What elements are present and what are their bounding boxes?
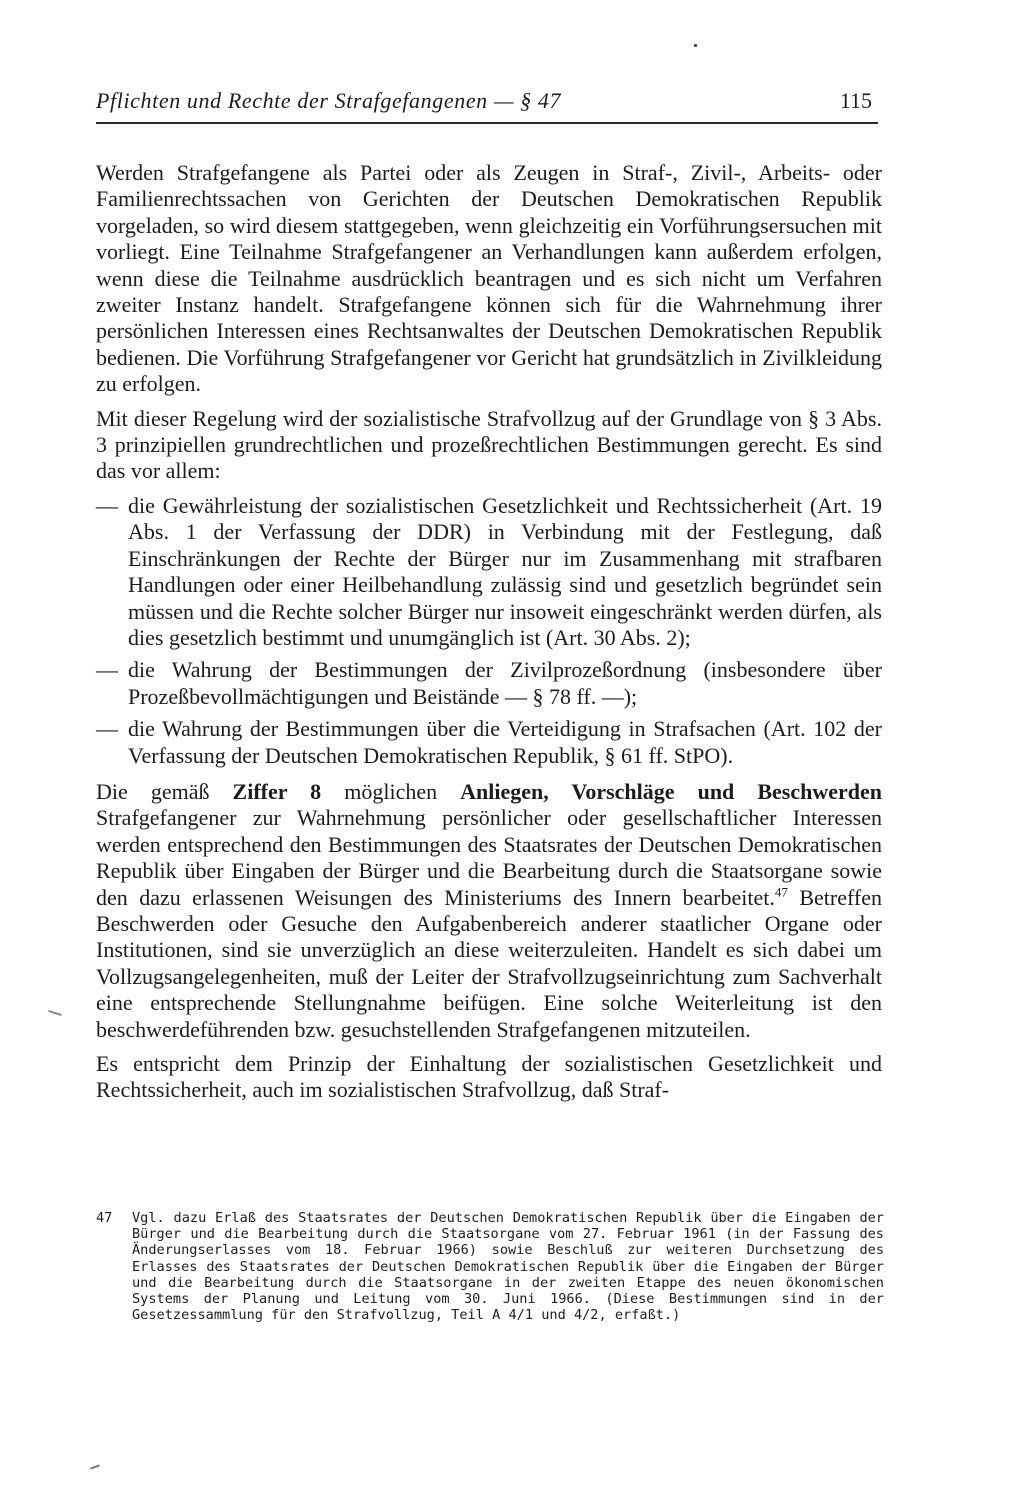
- footnote: [96, 1210, 884, 1323]
- dash-marker: —: [96, 492, 118, 518]
- scan-speck: [90, 1464, 100, 1469]
- paragraph-3-mid: möglichen: [321, 778, 461, 804]
- paragraph-3-rest: Strafgefangener zur Wahrnehmung persönlicher oder gesellschaftlicher Interessen werden entsprechend den Bestimmungen des Staatsrates der Deutschen Demokratischen Republik über Eingaben der Bürger und die Bearbeitung durch die Staatsorgane sowie den dazu erlassenen Weisungen des Ministeriums des Innern bearbeitet.: [96, 805, 882, 910]
- list-item-text: die Wahrung der Bestimmungen über die Verteidigung in Strafsachen (Art. 102 der Verfassung der Deutschen Demokratischen Republik, § 61 ff. StPO).: [128, 716, 882, 768]
- paragraph-1: Werden Strafgefangene als Partei oder als Zeugen in Straf-, Zivil-, Arbeits- oder Familienrechtssachen von Gerichten der Deutschen Demokratischen Republik vorgeladen, so wird diesem stattgegeben, wenn gleichzeitig ein Vorführungsersuchen mit vorliegt. Eine Teilnahme Strafgefangener an Verhandlungen kann außerdem erfolgen, wenn diese die Teilnahme ausdrücklich beantragen und es sich nicht um Verfahren zweiter Instanz handelt. Strafgefangene können sich für die Wahrnehmung ihrer persönlichen Interessen eines Rechtsanwaltes der Deutschen Demokratischen Republik bedienen. Die Vorführung Strafgefangener vor Gericht hat grundsätzlich in Zivilkleidung zu erfolgen.: [96, 160, 882, 397]
- footnote-reference: 47: [774, 884, 788, 900]
- scan-speck: [694, 44, 697, 47]
- bold-term-anliegen: Anliegen, Vorschläge und Beschwerden: [460, 778, 882, 804]
- scan-speck: [48, 1010, 62, 1016]
- page-number: 115: [839, 88, 872, 113]
- footnote-number: 47: [96, 1210, 113, 1226]
- dash-marker: —: [96, 657, 118, 683]
- paragraph-4: Es entspricht dem Prinzip der Einhaltung der sozialistischen Gesetzlichkeit und Rechtssicherheit, auch im sozialistischen Strafvollzug, daß Straf-: [96, 1051, 882, 1103]
- footnote-text: Vgl. dazu Erlaß des Staatsrates der Deutschen Demokratischen Republik über die Eingaben der Bürger und die Bearbeitung durch die Staatsorgane vom 27. Februar 1961 (in der Fassung des Änderungserlasses vom 18. Februar 1966) sowie Beschluß zur weiteren Durchsetzung des Erlasses des Staatsrates der Deutschen Demokratischen Republik über die Eingaben der Bürger und die Bearbeitung durch die Staatsorgane in der zweiten Etappe des neuen ökonomischen Systems der Planung und Leitung vom 30. Juni 1966. (Diese Bestimmungen sind in der Gesetzessammlung für den Strafvollzug, Teil A 4/1 und 4/2, erfaßt.): [132, 1210, 884, 1324]
- paragraph-2: Mit dieser Regelung wird der sozialistische Strafvollzug auf der Grundlage von § 3 Abs. 3 prinzipiellen grundrechtlichen und prozeßrechtlichen Bestimmungen gerecht. Es sind das vor allem:: [96, 405, 882, 484]
- dash-list: [96, 493, 882, 769]
- list-item-text: die Gewährleistung der sozialistischen Gesetzlichkeit und Rechtssicherheit (Art. 19 Abs. 1 der Verfassung der DDR) in Verbindung mit der Festlegung, daß Einschränkungen der Rechte der Bürger nur im Zusammenhang mit strafbaren Handlungen oder einer Heilbehandlung zulässig sind und gesetzlich begründet sein müssen und die Rechte solcher Bürger nur insoweit eingeschränkt werden dürfen, als dies gesetzlich bestimmt und unumgänglich ist (Art. 30 Abs. 2);: [128, 492, 882, 650]
- body-text: [96, 160, 882, 1112]
- paragraph-3: [96, 779, 882, 1043]
- running-head: [96, 88, 878, 124]
- running-title: Pflichten und Rechte der Strafgefangenen — § 47: [96, 88, 562, 113]
- dash-marker: —: [96, 716, 118, 742]
- list-item: [96, 716, 882, 769]
- list-item: [96, 493, 882, 651]
- paragraph-3-start: Die gemäß: [96, 778, 233, 804]
- list-item-text: die Wahrung der Bestimmungen der Zivilprozeßordnung (insbesondere über Prozeßbevollmächtigungen und Beistände — § 78 ff. —);: [128, 657, 882, 709]
- list-item: [96, 657, 882, 710]
- paragraph-3-end: Betreffen Beschwerden oder Gesuche den Aufgabenbereich anderer staatlicher Organe oder Institutionen, sind sie unverzüglich an diese weiterzuleiten. Handelt es sich dabei um Vollzugsangelegenheiten, muß der Leiter der Strafvollzugseinrichtung zum Sachverhalt eine entsprechende Stellungnahme beifügen. Eine solche Weiterleitung ist den beschwerdeführenden bzw. gesuchstellenden Strafgefangenen mitzuteilen.: [96, 884, 882, 1042]
- bold-term-ziffer: Ziffer 8: [232, 778, 322, 804]
